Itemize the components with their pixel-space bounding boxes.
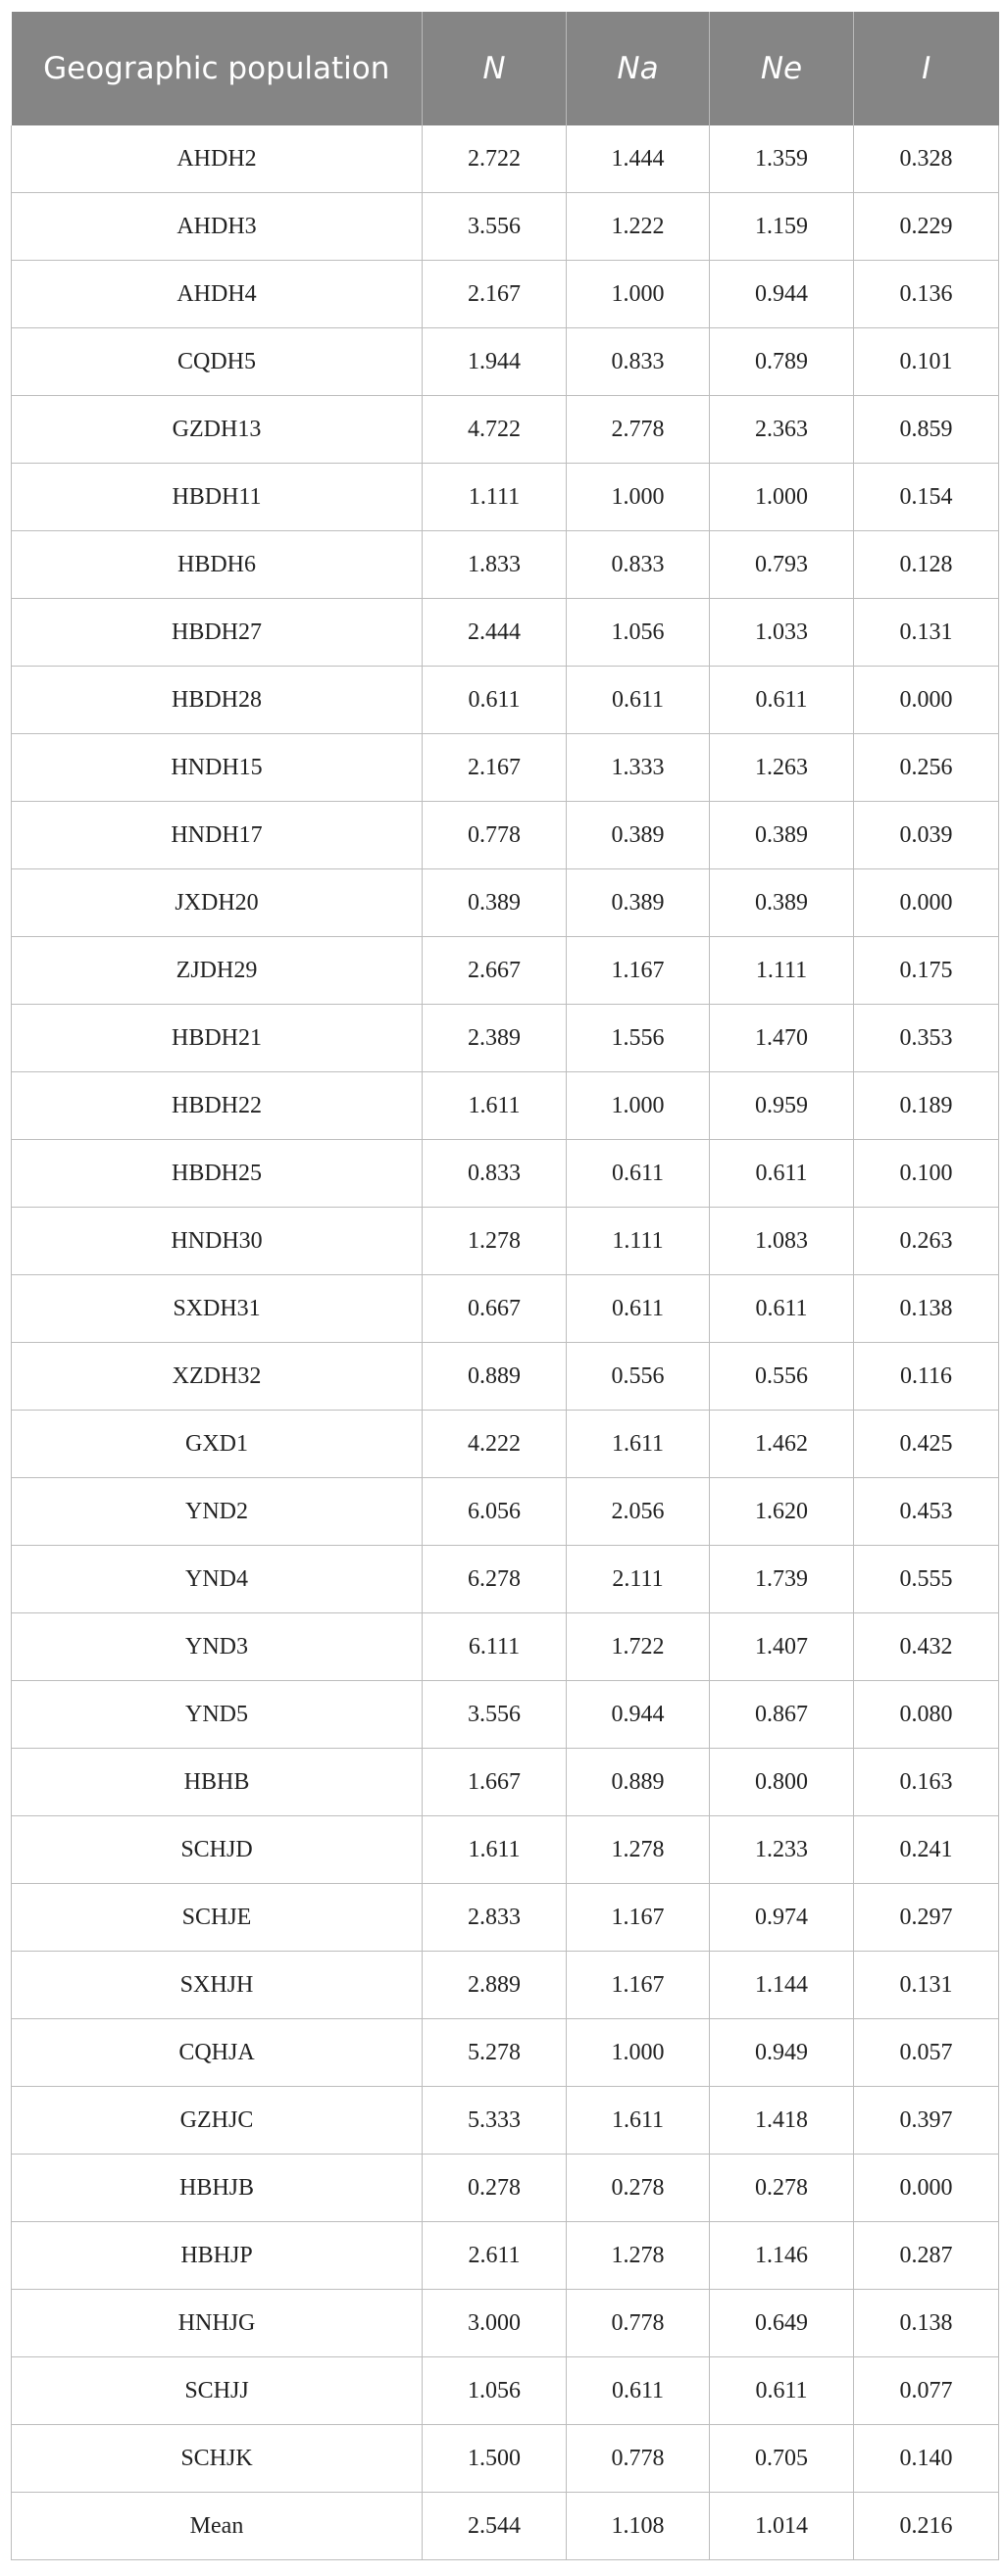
i-cell: 0.256 bbox=[854, 734, 999, 802]
table-row bbox=[12, 1005, 999, 1072]
table-row bbox=[12, 802, 999, 869]
i-cell: 0.039 bbox=[854, 802, 999, 869]
ne-cell: 1.263 bbox=[710, 734, 854, 802]
na-cell: 1.167 bbox=[567, 937, 710, 1005]
table-row bbox=[12, 937, 999, 1005]
population-cell: HBDH22 bbox=[12, 1072, 423, 1140]
n-cell: 2.889 bbox=[423, 1952, 567, 2019]
table-row bbox=[12, 1884, 999, 1952]
population-cell: Mean bbox=[12, 2493, 423, 2560]
i-cell: 0.100 bbox=[854, 1140, 999, 1208]
table-row bbox=[12, 2493, 999, 2560]
table-body bbox=[12, 125, 999, 2560]
population-cell: GZHJC bbox=[12, 2087, 423, 2155]
n-cell: 6.278 bbox=[423, 1546, 567, 1613]
table-row bbox=[12, 667, 999, 734]
table-row bbox=[12, 1072, 999, 1140]
population-cell: AHDH4 bbox=[12, 261, 423, 328]
i-cell: 0.216 bbox=[854, 2493, 999, 2560]
i-cell: 0.297 bbox=[854, 1884, 999, 1952]
i-cell: 0.136 bbox=[854, 261, 999, 328]
population-cell: HBHB bbox=[12, 1749, 423, 1816]
table-row bbox=[12, 1749, 999, 1816]
table-row bbox=[12, 2425, 999, 2493]
na-cell: 1.167 bbox=[567, 1884, 710, 1952]
n-cell: 0.667 bbox=[423, 1275, 567, 1343]
population-cell: XZDH32 bbox=[12, 1343, 423, 1411]
n-cell: 3.556 bbox=[423, 193, 567, 261]
n-cell: 0.278 bbox=[423, 2155, 567, 2222]
i-cell: 0.263 bbox=[854, 1208, 999, 1275]
i-cell: 0.328 bbox=[854, 125, 999, 193]
na-cell: 1.278 bbox=[567, 1816, 710, 1884]
i-cell: 0.425 bbox=[854, 1411, 999, 1478]
n-cell: 3.000 bbox=[423, 2290, 567, 2357]
population-cell: HBHJP bbox=[12, 2222, 423, 2290]
ne-cell: 0.556 bbox=[710, 1343, 854, 1411]
population-cell: SCHJJ bbox=[12, 2357, 423, 2425]
na-cell: 0.833 bbox=[567, 531, 710, 599]
population-cell: GZDH13 bbox=[12, 396, 423, 464]
table-row bbox=[12, 2222, 999, 2290]
table-row bbox=[12, 1478, 999, 1546]
na-cell: 1.000 bbox=[567, 464, 710, 531]
population-cell: HBDH27 bbox=[12, 599, 423, 667]
n-cell: 2.167 bbox=[423, 734, 567, 802]
table-row bbox=[12, 464, 999, 531]
i-cell: 0.128 bbox=[854, 531, 999, 599]
ne-cell: 2.363 bbox=[710, 396, 854, 464]
ne-cell: 0.611 bbox=[710, 667, 854, 734]
n-cell: 0.611 bbox=[423, 667, 567, 734]
n-cell: 1.500 bbox=[423, 2425, 567, 2493]
na-cell: 1.278 bbox=[567, 2222, 710, 2290]
population-cell: AHDH2 bbox=[12, 125, 423, 193]
n-cell: 5.278 bbox=[423, 2019, 567, 2087]
ne-cell: 1.462 bbox=[710, 1411, 854, 1478]
na-cell: 0.611 bbox=[567, 1275, 710, 1343]
i-cell: 0.175 bbox=[854, 937, 999, 1005]
na-cell: 1.000 bbox=[567, 261, 710, 328]
population-cell: HNDH15 bbox=[12, 734, 423, 802]
population-cell: SCHJE bbox=[12, 1884, 423, 1952]
i-cell: 0.287 bbox=[854, 2222, 999, 2290]
n-cell: 4.222 bbox=[423, 1411, 567, 1478]
data-table bbox=[11, 12, 999, 2560]
table-row bbox=[12, 1343, 999, 1411]
na-cell: 0.611 bbox=[567, 2357, 710, 2425]
i-cell: 0.229 bbox=[854, 193, 999, 261]
na-cell: 1.222 bbox=[567, 193, 710, 261]
na-cell: 1.611 bbox=[567, 2087, 710, 2155]
column-header-na: Na bbox=[567, 12, 710, 125]
table-row bbox=[12, 1952, 999, 2019]
i-cell: 0.138 bbox=[854, 1275, 999, 1343]
population-cell: SCHJK bbox=[12, 2425, 423, 2493]
population-cell: HBHJB bbox=[12, 2155, 423, 2222]
ne-cell: 1.083 bbox=[710, 1208, 854, 1275]
i-cell: 0.453 bbox=[854, 1478, 999, 1546]
i-cell: 0.077 bbox=[854, 2357, 999, 2425]
n-cell: 6.111 bbox=[423, 1613, 567, 1681]
n-cell: 4.722 bbox=[423, 396, 567, 464]
na-cell: 1.167 bbox=[567, 1952, 710, 2019]
na-cell: 2.056 bbox=[567, 1478, 710, 1546]
i-cell: 0.000 bbox=[854, 869, 999, 937]
i-cell: 0.000 bbox=[854, 2155, 999, 2222]
na-cell: 1.000 bbox=[567, 2019, 710, 2087]
n-cell: 1.833 bbox=[423, 531, 567, 599]
table-row bbox=[12, 193, 999, 261]
n-cell: 1.056 bbox=[423, 2357, 567, 2425]
i-cell: 0.140 bbox=[854, 2425, 999, 2493]
i-cell: 0.555 bbox=[854, 1546, 999, 1613]
table-row bbox=[12, 1275, 999, 1343]
i-cell: 0.353 bbox=[854, 1005, 999, 1072]
ne-cell: 0.800 bbox=[710, 1749, 854, 1816]
population-cell: HBDH28 bbox=[12, 667, 423, 734]
column-header-n: N bbox=[423, 12, 567, 125]
n-cell: 2.667 bbox=[423, 937, 567, 1005]
header-row bbox=[12, 12, 999, 125]
i-cell: 0.101 bbox=[854, 328, 999, 396]
n-cell: 2.833 bbox=[423, 1884, 567, 1952]
table-row bbox=[12, 2357, 999, 2425]
n-cell: 0.778 bbox=[423, 802, 567, 869]
na-cell: 0.889 bbox=[567, 1749, 710, 1816]
na-cell: 1.056 bbox=[567, 599, 710, 667]
table-row bbox=[12, 328, 999, 396]
na-cell: 2.111 bbox=[567, 1546, 710, 1613]
population-cell: YND4 bbox=[12, 1546, 423, 1613]
population-cell: YND2 bbox=[12, 1478, 423, 1546]
i-cell: 0.859 bbox=[854, 396, 999, 464]
population-cell: HBDH21 bbox=[12, 1005, 423, 1072]
population-cell: HNHJG bbox=[12, 2290, 423, 2357]
table-row bbox=[12, 734, 999, 802]
table-row bbox=[12, 1546, 999, 1613]
table-row bbox=[12, 261, 999, 328]
na-cell: 1.444 bbox=[567, 125, 710, 193]
ne-cell: 0.793 bbox=[710, 531, 854, 599]
ne-cell: 0.278 bbox=[710, 2155, 854, 2222]
population-cell: CQDH5 bbox=[12, 328, 423, 396]
population-cell: HBDH25 bbox=[12, 1140, 423, 1208]
ne-cell: 0.944 bbox=[710, 261, 854, 328]
i-cell: 0.138 bbox=[854, 2290, 999, 2357]
na-cell: 1.108 bbox=[567, 2493, 710, 2560]
na-cell: 1.722 bbox=[567, 1613, 710, 1681]
na-cell: 2.778 bbox=[567, 396, 710, 464]
ne-cell: 1.159 bbox=[710, 193, 854, 261]
table-row bbox=[12, 2019, 999, 2087]
ne-cell: 0.389 bbox=[710, 802, 854, 869]
table-row bbox=[12, 2155, 999, 2222]
population-cell: YND3 bbox=[12, 1613, 423, 1681]
ne-cell: 0.789 bbox=[710, 328, 854, 396]
column-header-geographic-population: Geographic population bbox=[12, 12, 423, 125]
ne-cell: 1.144 bbox=[710, 1952, 854, 2019]
ne-cell: 0.611 bbox=[710, 1275, 854, 1343]
population-cell: HBDH6 bbox=[12, 531, 423, 599]
table-row bbox=[12, 1411, 999, 1478]
table-row bbox=[12, 1208, 999, 1275]
n-cell: 2.444 bbox=[423, 599, 567, 667]
table-row bbox=[12, 869, 999, 937]
ne-cell: 0.974 bbox=[710, 1884, 854, 1952]
ne-cell: 0.867 bbox=[710, 1681, 854, 1749]
n-cell: 1.111 bbox=[423, 464, 567, 531]
i-cell: 0.154 bbox=[854, 464, 999, 531]
table-row bbox=[12, 1140, 999, 1208]
table-row bbox=[12, 1681, 999, 1749]
n-cell: 6.056 bbox=[423, 1478, 567, 1546]
ne-cell: 1.407 bbox=[710, 1613, 854, 1681]
ne-cell: 1.146 bbox=[710, 2222, 854, 2290]
population-cell: HNDH30 bbox=[12, 1208, 423, 1275]
na-cell: 0.556 bbox=[567, 1343, 710, 1411]
population-cell: GXD1 bbox=[12, 1411, 423, 1478]
n-cell: 2.167 bbox=[423, 261, 567, 328]
i-cell: 0.080 bbox=[854, 1681, 999, 1749]
n-cell: 0.889 bbox=[423, 1343, 567, 1411]
ne-cell: 1.111 bbox=[710, 937, 854, 1005]
ne-cell: 1.000 bbox=[710, 464, 854, 531]
n-cell: 1.611 bbox=[423, 1816, 567, 1884]
table-row bbox=[12, 531, 999, 599]
n-cell: 2.611 bbox=[423, 2222, 567, 2290]
n-cell: 0.389 bbox=[423, 869, 567, 937]
ne-cell: 1.359 bbox=[710, 125, 854, 193]
table-row bbox=[12, 599, 999, 667]
ne-cell: 0.611 bbox=[710, 1140, 854, 1208]
i-cell: 0.432 bbox=[854, 1613, 999, 1681]
population-cell: YND5 bbox=[12, 1681, 423, 1749]
n-cell: 1.611 bbox=[423, 1072, 567, 1140]
na-cell: 0.944 bbox=[567, 1681, 710, 1749]
ne-cell: 1.014 bbox=[710, 2493, 854, 2560]
i-cell: 0.057 bbox=[854, 2019, 999, 2087]
ne-cell: 0.959 bbox=[710, 1072, 854, 1140]
table-row bbox=[12, 2087, 999, 2155]
i-cell: 0.189 bbox=[854, 1072, 999, 1140]
ne-cell: 0.705 bbox=[710, 2425, 854, 2493]
table-row bbox=[12, 2290, 999, 2357]
population-cell: AHDH3 bbox=[12, 193, 423, 261]
ne-cell: 1.233 bbox=[710, 1816, 854, 1884]
na-cell: 1.611 bbox=[567, 1411, 710, 1478]
i-cell: 0.116 bbox=[854, 1343, 999, 1411]
na-cell: 0.778 bbox=[567, 2425, 710, 2493]
table-row bbox=[12, 1816, 999, 1884]
na-cell: 1.111 bbox=[567, 1208, 710, 1275]
ne-cell: 0.389 bbox=[710, 869, 854, 937]
ne-cell: 0.649 bbox=[710, 2290, 854, 2357]
i-cell: 0.163 bbox=[854, 1749, 999, 1816]
population-cell: HBDH11 bbox=[12, 464, 423, 531]
n-cell: 1.278 bbox=[423, 1208, 567, 1275]
n-cell: 2.544 bbox=[423, 2493, 567, 2560]
population-cell: CQHJA bbox=[12, 2019, 423, 2087]
i-cell: 0.397 bbox=[854, 2087, 999, 2155]
na-cell: 0.833 bbox=[567, 328, 710, 396]
population-cell: SXDH31 bbox=[12, 1275, 423, 1343]
column-header-i: I bbox=[854, 12, 999, 125]
i-cell: 0.131 bbox=[854, 599, 999, 667]
table-row bbox=[12, 396, 999, 464]
na-cell: 0.389 bbox=[567, 869, 710, 937]
ne-cell: 0.611 bbox=[710, 2357, 854, 2425]
n-cell: 2.389 bbox=[423, 1005, 567, 1072]
population-cell: HNDH17 bbox=[12, 802, 423, 869]
n-cell: 1.944 bbox=[423, 328, 567, 396]
column-header-ne: Ne bbox=[710, 12, 854, 125]
ne-cell: 0.949 bbox=[710, 2019, 854, 2087]
i-cell: 0.241 bbox=[854, 1816, 999, 1884]
population-cell: ZJDH29 bbox=[12, 937, 423, 1005]
na-cell: 0.278 bbox=[567, 2155, 710, 2222]
na-cell: 1.000 bbox=[567, 1072, 710, 1140]
na-cell: 0.611 bbox=[567, 1140, 710, 1208]
table-row bbox=[12, 125, 999, 193]
na-cell: 0.389 bbox=[567, 802, 710, 869]
ne-cell: 1.470 bbox=[710, 1005, 854, 1072]
na-cell: 1.556 bbox=[567, 1005, 710, 1072]
population-cell: SXHJH bbox=[12, 1952, 423, 2019]
population-cell: SCHJD bbox=[12, 1816, 423, 1884]
i-cell: 0.000 bbox=[854, 667, 999, 734]
table-header bbox=[12, 12, 999, 125]
n-cell: 5.333 bbox=[423, 2087, 567, 2155]
ne-cell: 1.033 bbox=[710, 599, 854, 667]
na-cell: 0.778 bbox=[567, 2290, 710, 2357]
ne-cell: 1.739 bbox=[710, 1546, 854, 1613]
na-cell: 1.333 bbox=[567, 734, 710, 802]
table-row bbox=[12, 1613, 999, 1681]
population-cell: JXDH20 bbox=[12, 869, 423, 937]
na-cell: 0.611 bbox=[567, 667, 710, 734]
n-cell: 0.833 bbox=[423, 1140, 567, 1208]
n-cell: 1.667 bbox=[423, 1749, 567, 1816]
n-cell: 3.556 bbox=[423, 1681, 567, 1749]
ne-cell: 1.620 bbox=[710, 1478, 854, 1546]
i-cell: 0.131 bbox=[854, 1952, 999, 2019]
n-cell: 2.722 bbox=[423, 125, 567, 193]
ne-cell: 1.418 bbox=[710, 2087, 854, 2155]
